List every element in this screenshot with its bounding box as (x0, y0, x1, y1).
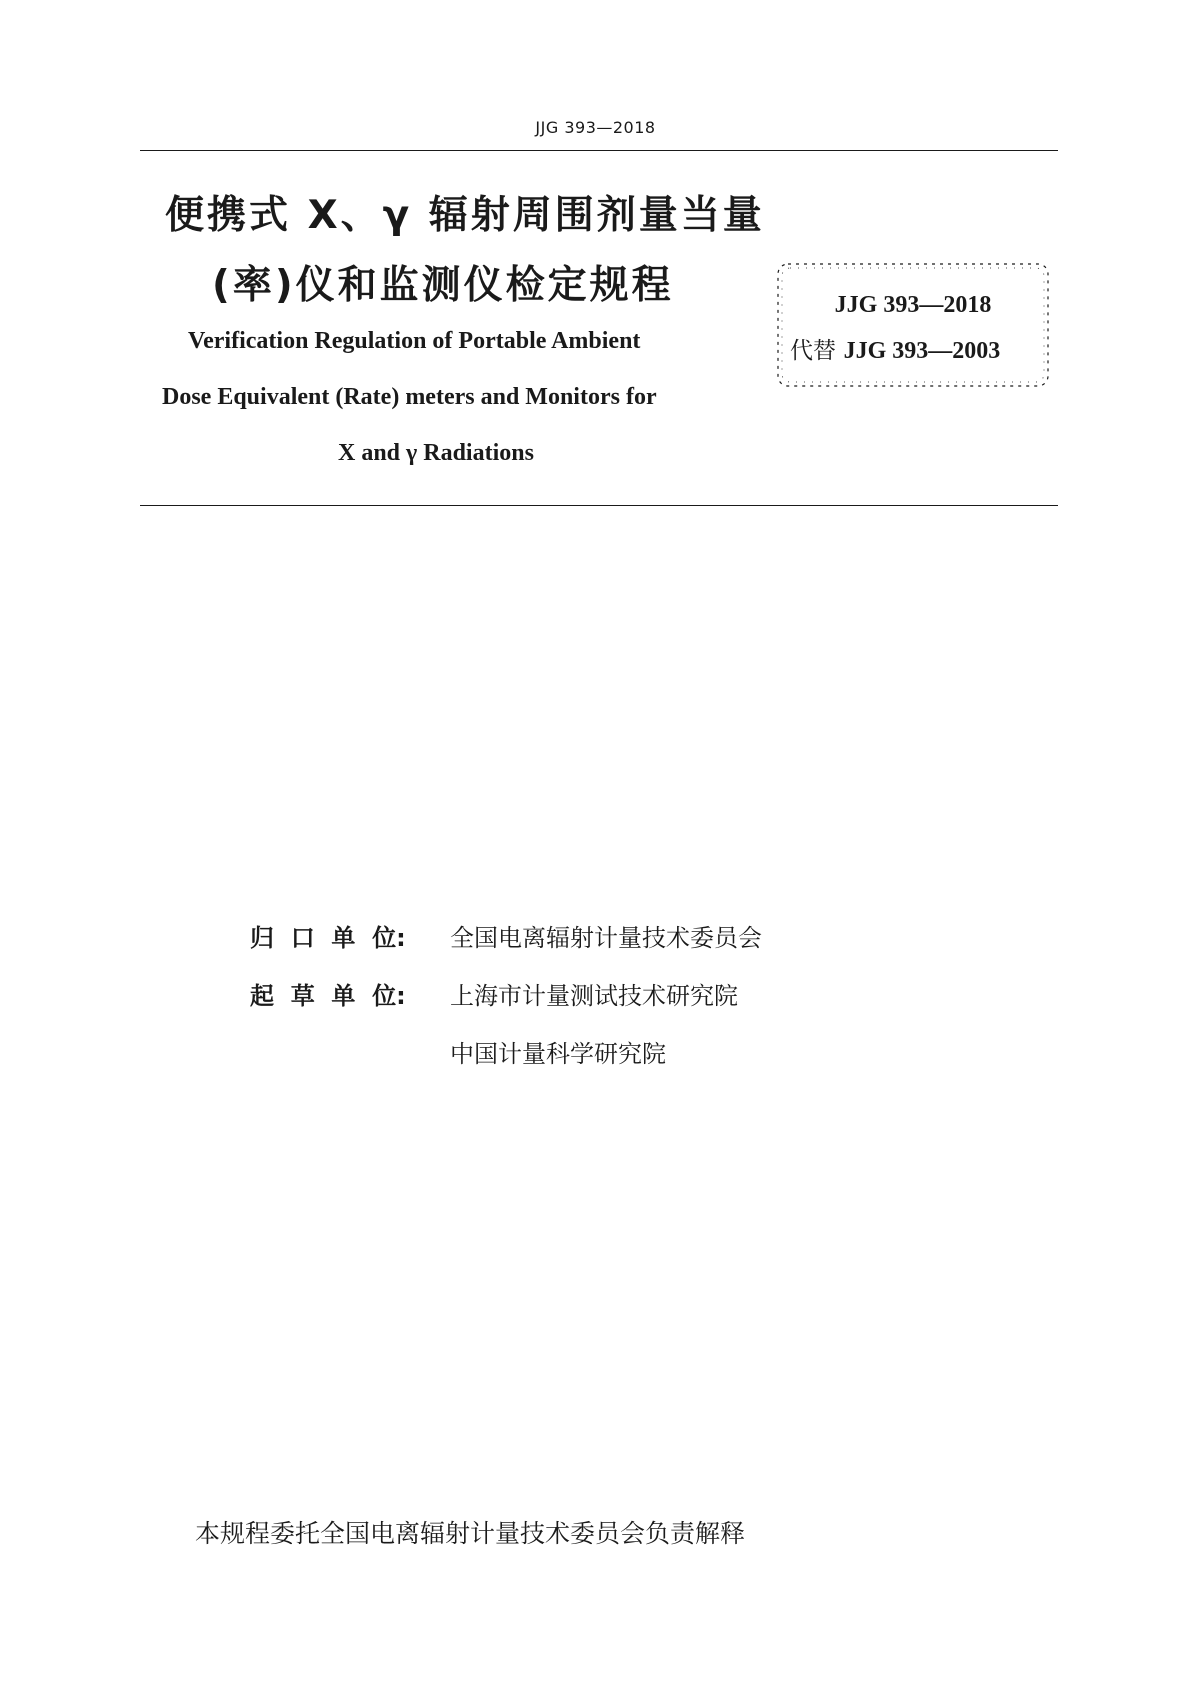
interpretation-note: 本规程委托全国电离辐射计量技术委员会负责解释 (195, 1519, 746, 1548)
replaced-standard (790, 332, 1000, 365)
running-header: JJG 393—2018 (535, 118, 656, 137)
current-standard-code: JJG 393—2018 (834, 292, 992, 318)
drafting-unit-value-1: 上海市计量测试技术研究院 (450, 982, 738, 1010)
bottom-rule (140, 505, 1058, 506)
title-en-line-2: Dose Equivalent (Rate) meters and Monitors for (162, 384, 657, 410)
standard-code-box (776, 262, 1050, 388)
top-rule (140, 150, 1058, 151)
responsible-unit-value: 全国电离辐射计量技术委员会 (450, 924, 762, 952)
responsible-unit-row (250, 918, 762, 953)
title-cn-line-2: (率)仪和监测仪检定规程 (212, 263, 674, 308)
title-cn-line-1: 便携式 X、γ 辐射周围剂量当量 (165, 193, 765, 238)
replaced-standard-code: JJG 393—2003 (843, 338, 1001, 364)
drafting-unit-row (250, 976, 738, 1011)
responsible-unit-label: 归 口 单 位: (250, 924, 406, 952)
decorative-border (776, 262, 1050, 388)
drafting-unit-label: 起 草 单 位: (250, 982, 406, 1010)
title-en-line-1: Verification Regulation of Portable Ambient (188, 328, 641, 354)
replace-prefix: 代替 (790, 338, 836, 364)
drafting-unit-value-2: 中国计量科学研究院 (450, 1040, 666, 1068)
title-en-line-3: X and γ Radiations (338, 440, 534, 466)
drafting-unit-row-2 (250, 1034, 666, 1069)
